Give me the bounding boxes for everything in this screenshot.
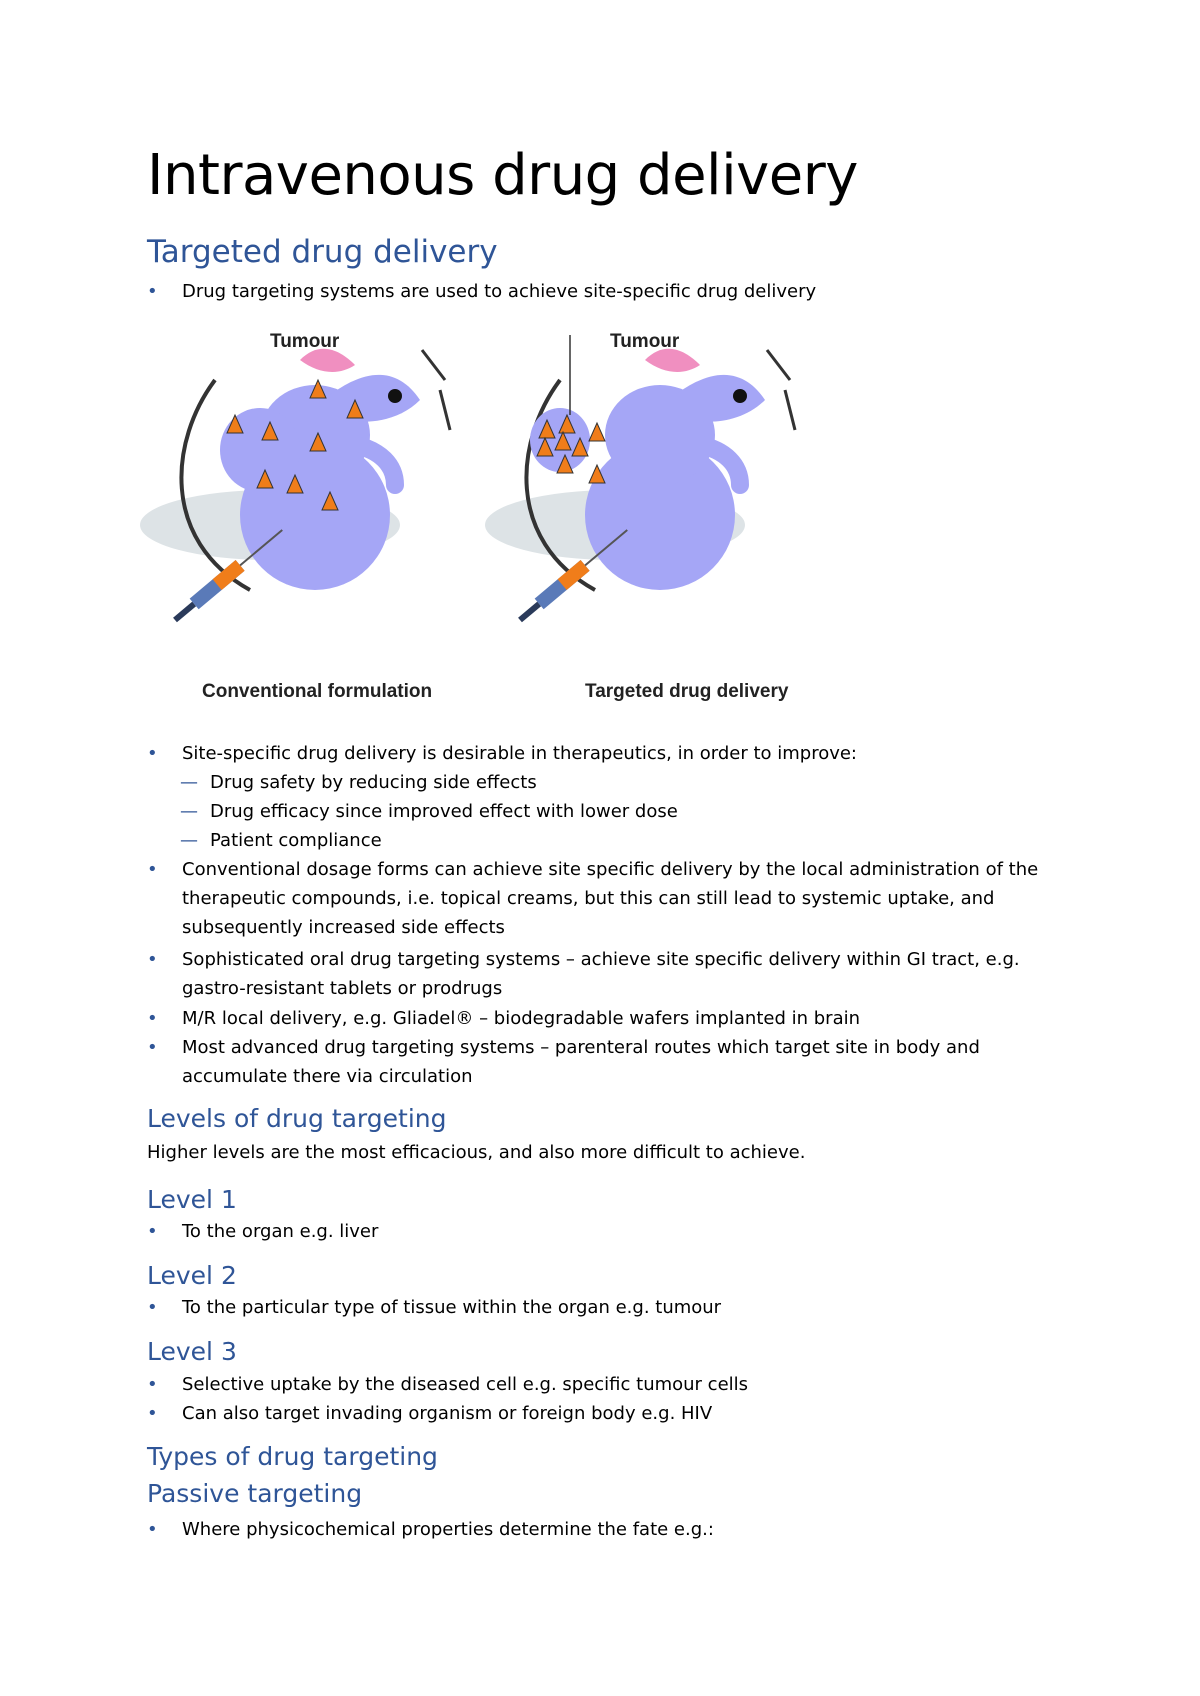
whisker <box>785 390 795 430</box>
whisker <box>767 350 790 380</box>
bullet-icon: • <box>147 1037 158 1058</box>
heading-level-2: Level 2 <box>147 1261 237 1290</box>
mouse-head <box>675 375 765 422</box>
bullet-icon: • <box>147 281 158 302</box>
eye <box>388 389 402 403</box>
list-item-text: To the organ e.g. liver <box>182 1221 379 1242</box>
bullet-icon: • <box>147 1008 158 1029</box>
whisker <box>440 390 450 430</box>
list-item-text: Most advanced drug targeting systems – parenteral routes which target site in body and accumulate there via circulation <box>182 1037 980 1087</box>
ear-icon <box>645 349 700 372</box>
eye <box>733 389 747 403</box>
dash-icon: — <box>180 772 198 793</box>
bullet-icon: • <box>147 859 158 880</box>
bullet-icon: • <box>147 1403 158 1424</box>
drug-triangle <box>589 423 605 441</box>
bullet-icon: • <box>147 1519 158 1540</box>
conventional-mouse-illustration <box>140 349 450 626</box>
mouse-head <box>330 375 420 422</box>
sub-list-item-text: Drug efficacy since improved effect with lower dose <box>210 801 678 822</box>
list-item-text: Selective uptake by the diseased cell e.g. specific tumour cells <box>182 1374 749 1395</box>
levels-intro: Higher levels are the most efficacious, and also more difficult to achieve. <box>147 1142 806 1163</box>
bullet-icon: • <box>147 1297 158 1318</box>
list-item-text: Sophisticated oral drug targeting systems – achieve site specific delivery within GI tract, e.g. gastro-resistant tablets or prodrugs <box>182 949 1020 999</box>
sub-list-item-text: Drug safety by reducing side effects <box>210 772 537 793</box>
heading-level-1: Level 1 <box>147 1185 237 1214</box>
section-heading-levels: Levels of drug targeting <box>147 1104 447 1133</box>
list-item-text: Where physicochemical properties determine the fate e.g.: <box>182 1519 714 1540</box>
sub-list-item-text: Patient compliance <box>210 830 382 851</box>
list-item-text: Drug targeting systems are used to achieve site-specific drug delivery <box>182 281 817 302</box>
section-heading-targeted: Targeted drug delivery <box>147 234 498 270</box>
heading-level-3: Level 3 <box>147 1337 237 1366</box>
figure-caption-targeted: Targeted drug delivery <box>585 681 789 702</box>
targeted-delivery-figure <box>140 320 840 720</box>
list-item-text: Site-specific drug delivery is desirable in therapeutics, in order to improve: <box>182 743 857 764</box>
targeted-mouse-illustration <box>485 335 795 625</box>
heading-passive-targeting: Passive targeting <box>147 1479 363 1508</box>
list-item-text: M/R local delivery, e.g. Gliadel® – biodegradable wafers implanted in brain <box>182 1008 861 1029</box>
bullet-icon: • <box>147 1221 158 1242</box>
section-heading-types: Types of drug targeting <box>147 1442 438 1471</box>
dash-icon: — <box>180 830 198 851</box>
list-item-text: Conventional dosage forms can achieve site specific delivery by the local administration of the therapeutic compounds, i.e. topical creams, but this can still lead to systemic uptake, and subsequently increased side effects <box>182 859 1039 938</box>
list-item-text: Can also target invading organism or foreign body e.g. HIV <box>182 1403 713 1424</box>
ear-icon <box>300 349 355 372</box>
bullet-icon: • <box>147 743 158 764</box>
whisker <box>422 350 445 380</box>
list-item-text: To the particular type of tissue within the organ e.g. tumour <box>182 1297 722 1318</box>
figure-label-tumour-right: Tumour <box>610 331 680 352</box>
figure-caption-conventional: Conventional formulation <box>202 681 433 702</box>
page-title: Intravenous drug delivery <box>147 143 858 208</box>
figure-label-tumour-left: Tumour <box>270 331 340 352</box>
bullet-icon: • <box>147 949 158 970</box>
bullet-icon: • <box>147 1374 158 1395</box>
dash-icon: — <box>180 801 198 822</box>
